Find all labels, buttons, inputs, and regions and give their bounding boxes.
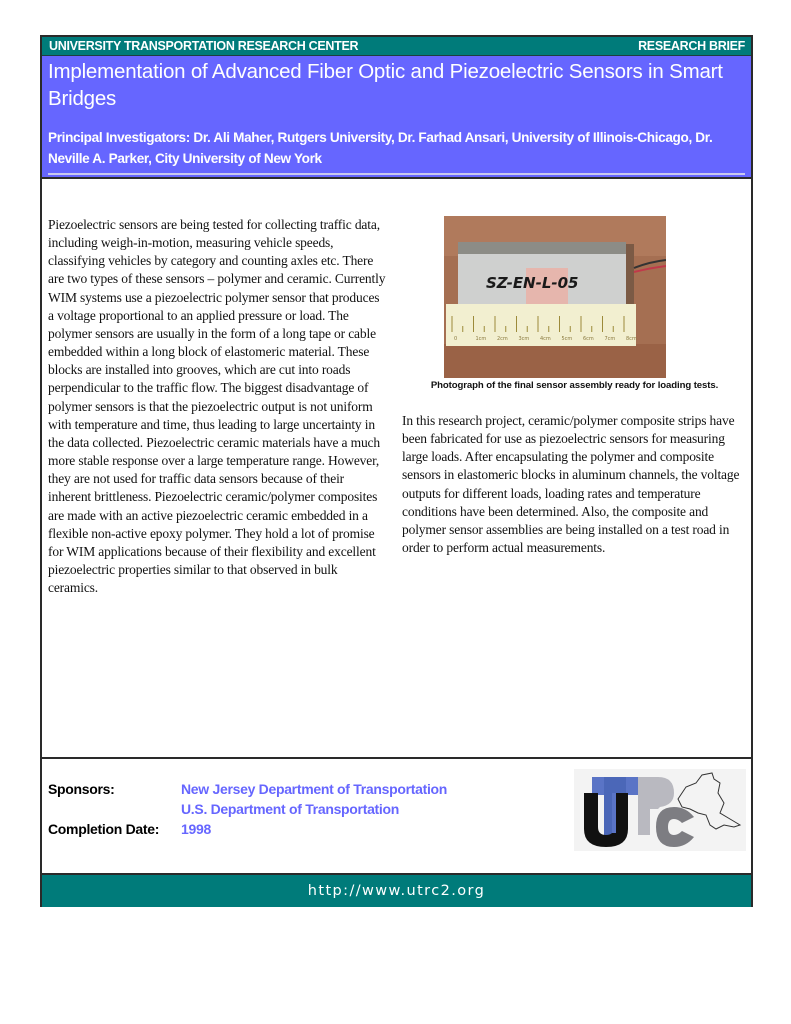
utrc-logo xyxy=(574,769,746,851)
sponsor-njdot: New Jersey Department of Transportation xyxy=(181,781,448,797)
sensor-block-top xyxy=(458,242,626,256)
footer-url-bar xyxy=(42,873,751,907)
section-divider xyxy=(42,757,751,759)
top-banner xyxy=(42,37,751,56)
ruler-label: 6cm xyxy=(583,336,594,342)
sponsor-usdot: U.S. Department of Transportation xyxy=(181,801,400,817)
sponsors-label: Sponsors: xyxy=(48,781,115,797)
ruler-label: 0 xyxy=(454,336,458,342)
document-type: RESEARCH BRIEF xyxy=(638,39,745,53)
page-title: Implementation of Advanced Fiber Optic and Piezoelectric Sensors in Smart Bridges xyxy=(48,60,723,110)
right-column-text: In this research project, ceramic/polymer composite strips have been fabricated for use as piezoelectric sensors for measuring large loads. After encapsulating the polymer and composite sensors in elastomeric blocks in aluminum channels, the voltage outputs for different loads, loading rates and temperature conditions have been determined. Also, the composite and polymer sensor assemblies are being installed on a test road in order to perform actual measurements. xyxy=(402,413,740,556)
sensor-label: SZ-EN-L-05 xyxy=(486,274,579,292)
left-column-text: Piezoelectric sensors are being tested for collecting traffic data, including weigh-in-motion, measuring vehicle speeds, classifying vehicles by category and counting axles etc. There are two types of these sensors – polymer and ceramic. Currently WIM systems use a piezoelectric polymer sensor that produces a voltage proportional to an applied pressure or load. The polymer sensors are usually in the form of a long tape or cable embedded within a long block of elastomeric material. These blocks are installed into grooves, which are cut into roads perpendicular to the traffic flow. The biggest disadvantage of polymer sensors is that the piezoelectric output is not uniform with temperature and time, thus leading to large uncertainty in the data collected. Piezoelectric ceramic materials have a much more stable response over a large temperature range. However, they are not used for traffic data sensors because of their inherent brittleness. Piezoelectric ceramic/polymer composites are made with an active piezoelectric ceramic embedded in a flexible non-active epoxy polymer. They hold a lot of promise for WIM applications because of their flexibility and excellent piezoelectric properties similar to that observed in bulk ceramics. xyxy=(48,217,386,596)
sensor-photo xyxy=(444,216,666,378)
ruler-label: 5cm xyxy=(561,336,573,342)
sensor-photo-illustration xyxy=(444,216,666,378)
ruler-label: 8cm xyxy=(626,336,637,342)
footer-url[interactable]: http://www.utrc2.org xyxy=(307,883,486,899)
research-brief-page xyxy=(40,35,753,907)
completion-date-label: Completion Date: xyxy=(48,821,160,837)
photo-caption: Photograph of the final sensor assembly ready for loading tests. xyxy=(430,380,719,391)
ruler-labels xyxy=(454,336,637,342)
principal-investigators: Principal Investigators: Dr. Ali Maher, Rutgers University, Dr. Farhad Ansari, University of Illinois-Chicago, Dr. Neville A. Parker, City University of New York xyxy=(48,130,713,166)
ruler-label: 2cm xyxy=(497,336,508,342)
ruler-label: 7cm xyxy=(604,336,616,342)
organization-name: UNIVERSITY TRANSPORTATION RESEARCH CENTER xyxy=(49,39,359,53)
ruler-label: 1cm xyxy=(475,336,487,342)
utrc-logo-graphic xyxy=(574,769,746,851)
ruler-label: 3cm xyxy=(518,336,530,342)
ruler-label: 4cm xyxy=(540,336,551,342)
title-block xyxy=(42,56,751,179)
title-divider xyxy=(48,173,745,175)
completion-date-value: 1998 xyxy=(181,821,211,837)
